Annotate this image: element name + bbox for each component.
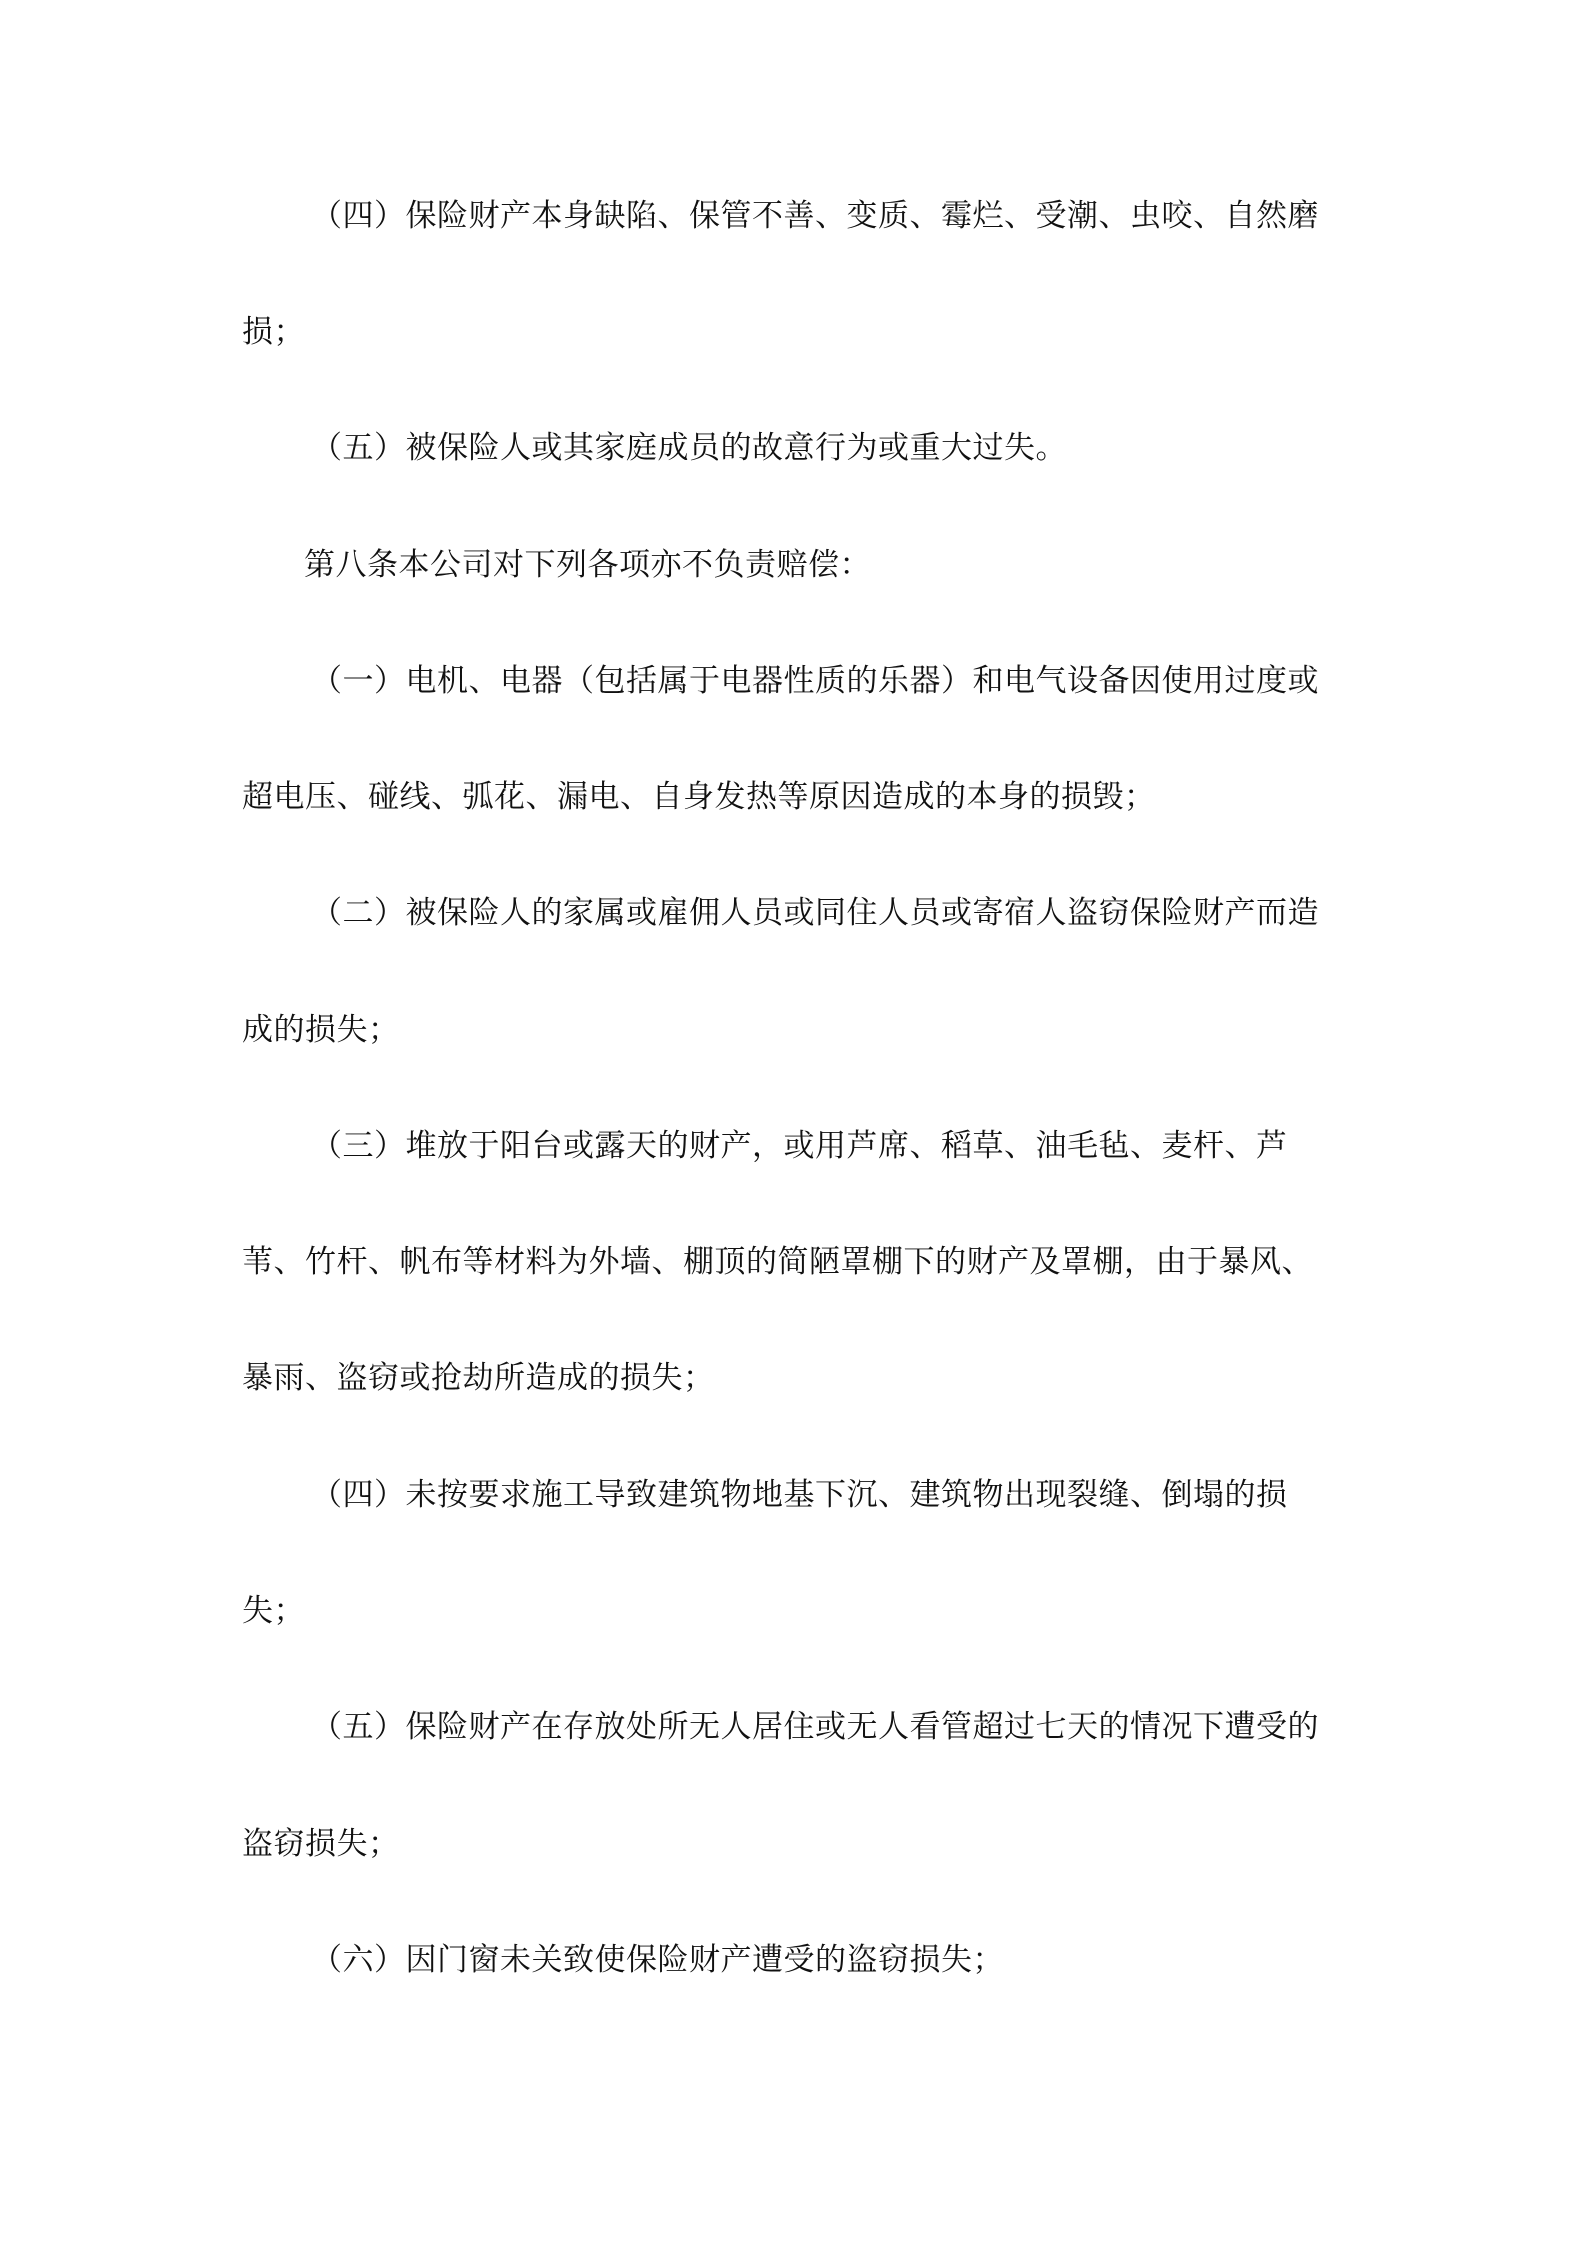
clause-7-5: （五）被保险人或其家庭成员的故意行为或重大过失。 xyxy=(311,430,1067,466)
clause-8-1-line-1: （一）电机、电器（包括属于电器性质的乐器）和电气设备因使用过度或 xyxy=(311,663,1319,699)
clause-8-2-line-2: 成的损失； xyxy=(242,1012,400,1048)
clause-8-4-line-2: 失； xyxy=(242,1593,305,1629)
clause-8-4-line-1: （四）未按要求施工导致建筑物地基下沉、建筑物出现裂缝、倒塌的损 xyxy=(311,1477,1288,1513)
clause-8-3-line-2: 苇、竹杆、帆布等材料为外墙、棚顶的简陋罩棚下的财产及罩棚，由于暴风、 xyxy=(242,1244,1313,1280)
clause-7-4-line-2: 损； xyxy=(242,314,305,350)
clause-8-6: （六）因门窗未关致使保险财产遭受的盗窃损失； xyxy=(311,1942,1004,1978)
clause-8-3-line-1: （三）堆放于阳台或露天的财产，或用芦席、稻草、油毛毡、麦杆、芦 xyxy=(311,1128,1288,1164)
clause-7-4-line-1: （四）保险财产本身缺陷、保管不善、变质、霉烂、受潮、虫咬、自然磨 xyxy=(311,198,1319,234)
clause-8-2-line-1: （二）被保险人的家属或雇佣人员或同住人员或寄宿人盗窃保险财产而造 xyxy=(311,895,1319,931)
clause-8-5-line-1: （五）保险财产在存放处所无人居住或无人看管超过七天的情况下遭受的 xyxy=(311,1709,1319,1745)
clause-8-3-line-3: 暴雨、盗窃或抢劫所造成的损失； xyxy=(242,1360,715,1396)
clause-8-1-line-2: 超电压、碰线、弧花、漏电、自身发热等原因造成的本身的损毁； xyxy=(242,779,1156,815)
clause-8-5-line-2: 盗窃损失； xyxy=(242,1826,400,1862)
article-8-heading: 第八条本公司对下列各项亦不负责赔偿： xyxy=(304,547,871,583)
